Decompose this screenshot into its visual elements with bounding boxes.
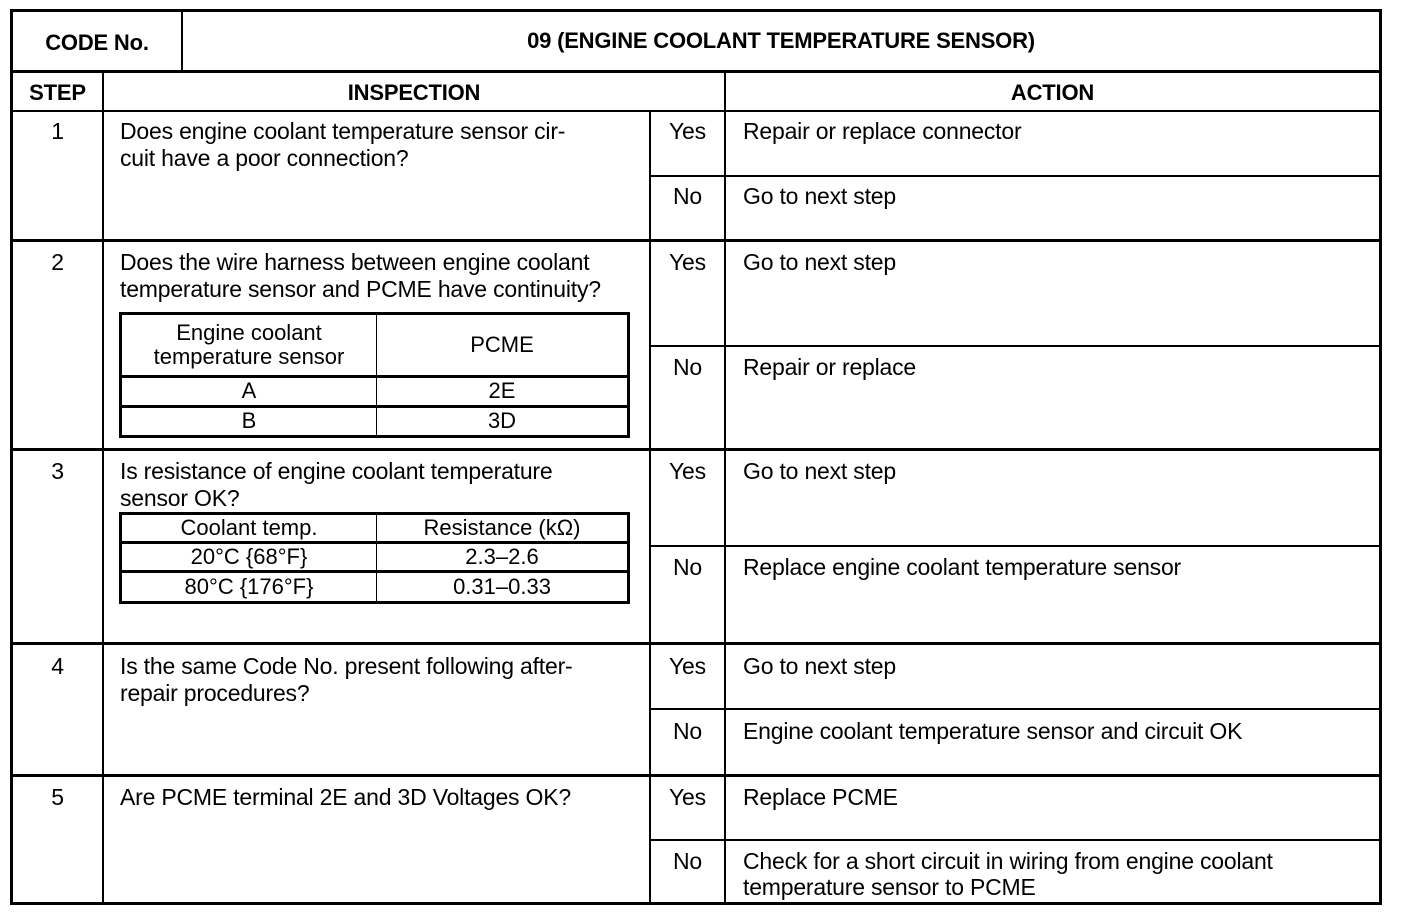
table-header-cell: PCME (377, 314, 629, 377)
yes-no-divider-1 (650, 175, 1381, 177)
inspection-question-line: Is resistance of engine coolant temperature (120, 458, 553, 484)
table-cell: B (121, 406, 377, 436)
inspection-question-line: Are PCME terminal 2E and 3D Voltages OK? (120, 784, 571, 810)
code-title: 09 (ENGINE COOLANT TEMPERATURE SENSOR) (527, 28, 1035, 53)
yes-label: Yes (669, 249, 706, 275)
step-separator-2 (10, 448, 1382, 451)
no-action: Go to next step (743, 183, 896, 209)
inspection-question-line: cuit have a poor connection? (120, 145, 409, 171)
inspection-question-line: Does the wire harness between engine coolant (120, 249, 590, 275)
table-cell: A (121, 376, 377, 406)
inspection-question-line: Does engine coolant temperature sensor cir- (120, 118, 566, 144)
table-header-line: temperature sensor (153, 343, 345, 369)
no-label: No (672, 848, 702, 874)
step-separator-3 (10, 642, 1382, 645)
no-action: Replace engine coolant temperature sensor (743, 554, 1182, 580)
step-number: 1 (51, 118, 64, 144)
yes-no-divider-4 (650, 708, 1381, 710)
yes-label: Yes (669, 458, 706, 484)
table-header-cell (121, 314, 377, 377)
no-action: temperature sensor to PCME (743, 874, 1036, 900)
continuity-table (119, 312, 630, 438)
inspection-question-line: sensor OK? (120, 485, 240, 511)
step-number: 2 (51, 249, 64, 275)
code-label: CODE No. (45, 30, 149, 55)
no-label: No (672, 354, 702, 380)
step-separator-1 (10, 239, 1382, 242)
resistance-table (119, 512, 630, 604)
outer-border-bottom (10, 902, 1382, 905)
table-cell: 80°C {176°F} (121, 572, 377, 603)
yes-label: Yes (669, 653, 706, 679)
yes-action: Go to next step (743, 249, 896, 275)
yesno-action-line (724, 111, 726, 904)
inspection-question-line: repair procedures? (120, 680, 310, 706)
table-header-cell: Coolant temp. (121, 514, 377, 543)
step-column-line (102, 72, 104, 904)
table-header-cell: Resistance (kΩ) (377, 514, 629, 543)
yes-label: Yes (669, 118, 706, 144)
table-cell: 0.31–0.33 (377, 572, 629, 603)
no-label: No (672, 718, 702, 744)
table-cell: 2.3–2.6 (377, 543, 629, 572)
step-number: 3 (51, 458, 64, 484)
inspection-question-line: Is the same Code No. present following after- (120, 653, 573, 679)
table-cell: 20°C {68°F} (121, 543, 377, 572)
step-number: 4 (51, 653, 64, 679)
yes-action: Repair or replace connector (743, 118, 1022, 144)
yes-no-divider-3 (650, 545, 1381, 547)
no-action: Engine coolant temperature sensor and circuit OK (743, 718, 1243, 744)
no-label: No (672, 183, 702, 209)
inspection-column-header: INSPECTION (347, 80, 481, 105)
outer-border-right (1379, 9, 1382, 905)
step-column-header: STEP (29, 80, 86, 105)
table-header-line: Engine coolant (176, 319, 322, 345)
yes-no-divider-5 (650, 839, 1381, 841)
table-cell: 3D (377, 406, 629, 436)
no-label: No (672, 554, 702, 580)
yes-no-divider-2 (650, 345, 1381, 347)
action-column-header: ACTION (1010, 80, 1095, 105)
no-action: Check for a short circuit in wiring from engine coolant (743, 848, 1273, 874)
inspection-question-line: temperature sensor and PCME have continuity? (120, 276, 601, 302)
yes-action: Replace PCME (743, 784, 898, 810)
column-header-bottom-line (10, 110, 1382, 112)
outer-border-top (10, 9, 1382, 12)
table-cell: 2E (377, 376, 629, 406)
step-number: 5 (51, 784, 64, 810)
yes-action: Go to next step (743, 653, 896, 679)
step-separator-4 (10, 774, 1382, 777)
yes-action: Go to next step (743, 458, 896, 484)
no-action: Repair or replace (743, 354, 917, 380)
yes-label: Yes (669, 784, 706, 810)
header-bottom-line (10, 70, 1382, 73)
